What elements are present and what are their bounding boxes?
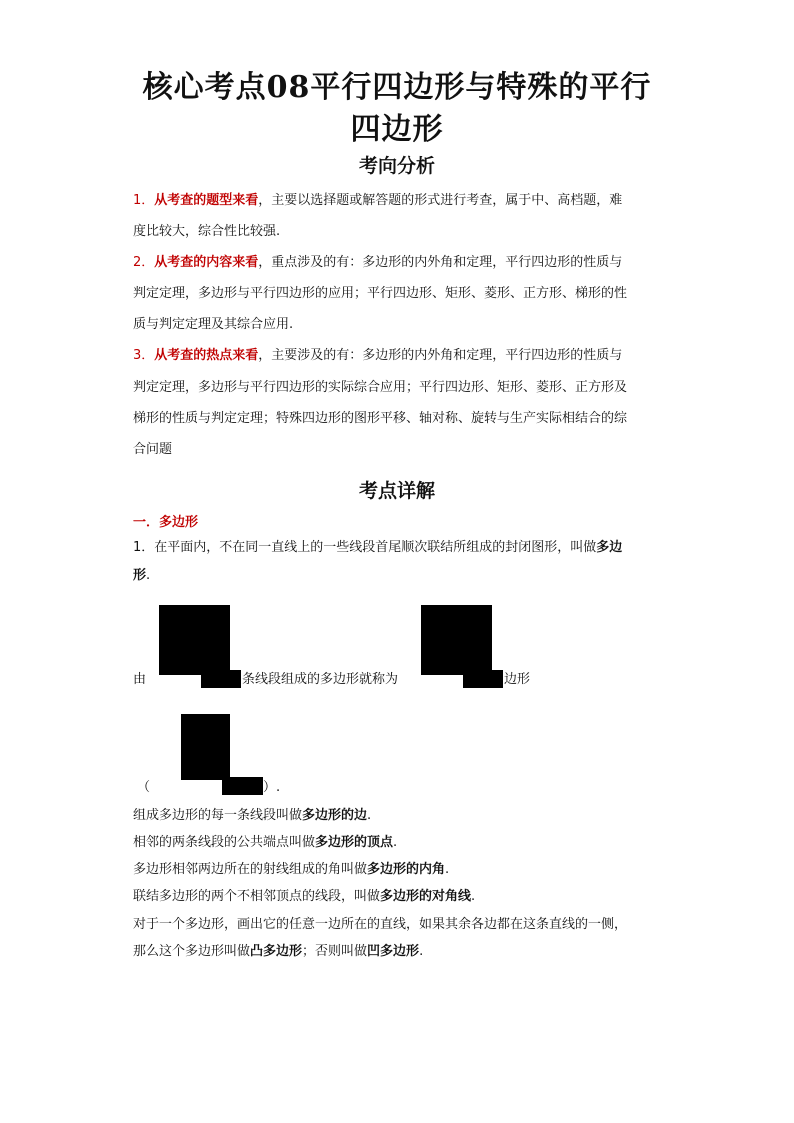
- redacted-formula-image-n: [159, 605, 230, 675]
- formula-row-left: 由: [133, 672, 147, 687]
- analysis-item-2-line-3: 质与判定定理及其综合应用.: [133, 317, 294, 332]
- redacted-formula-image-n-tail: [201, 670, 241, 688]
- item-number: 2．: [133, 255, 155, 270]
- convex-term: 凸多边形: [250, 944, 303, 959]
- analysis-item-2-line-1: [133, 255, 622, 271]
- formula-row-right: 边形: [504, 672, 531, 687]
- item-text: ，重点涉及的有：多边形的内外角和定理，平行四边形的性质与: [258, 255, 623, 270]
- item-number: 3．: [133, 348, 155, 363]
- analysis-item-3-line-2: 判定定理，多边形与平行四边形的实际综合应用；平行四边形、矩形、菱形、正方形及: [133, 380, 628, 395]
- polygon-definition-line-2: [133, 568, 150, 584]
- item-text: ，主要涉及的有：多边形的内外角和定理，平行四边形的性质与: [258, 348, 623, 363]
- paren-close: ）.: [263, 780, 281, 795]
- term-end: .: [445, 862, 450, 877]
- term-end: .: [367, 808, 372, 823]
- redacted-formula-image-notation: [181, 714, 230, 780]
- convex-text-end: .: [419, 944, 424, 959]
- formula-row-middle: 条线段组成的多边形就称为: [242, 672, 399, 687]
- term-keyword: 多边形的内角: [367, 862, 446, 877]
- polygon-subheading: 一．多边形: [133, 515, 199, 530]
- term-keyword: 多边形的顶点: [315, 835, 394, 850]
- term-text: 组成多边形的每一条线段叫做: [133, 808, 303, 823]
- definition-term: 形: [133, 568, 147, 583]
- term-keyword: 多边形的边: [302, 808, 368, 823]
- redacted-formula-image-notation-tail: [222, 777, 263, 795]
- definition-end: .: [146, 568, 151, 583]
- term-end: .: [393, 835, 398, 850]
- item-number: 1．: [133, 193, 155, 208]
- redacted-formula-image-n-gon-tail: [463, 670, 503, 688]
- item-highlight: 从考查的题型来看: [154, 193, 259, 208]
- term-interior-angle: [133, 862, 449, 878]
- analysis-item-3-line-4: 合问题: [133, 442, 173, 457]
- details-heading: 考点详解: [358, 480, 435, 502]
- convex-definition-line-2: [133, 944, 423, 960]
- analysis-item-1-line-1: [133, 193, 622, 209]
- item-highlight: 从考查的内容来看: [154, 255, 259, 270]
- page-title-line-2: 四边形: [350, 112, 444, 147]
- redacted-formula-image-n-gon: [421, 605, 492, 675]
- analysis-item-1-line-2: 度比较大，综合性比较强.: [133, 224, 281, 239]
- convex-text: 那么这个多边形叫做: [133, 944, 251, 959]
- convex-text-mid: ；否则叫做: [302, 944, 368, 959]
- concave-term: 凹多边形: [367, 944, 420, 959]
- term-diagonal: [133, 889, 475, 905]
- term-vertex: [133, 835, 397, 851]
- analysis-item-3-line-1: [133, 348, 622, 364]
- definition-term: 多边: [596, 540, 623, 555]
- item-highlight: 从考查的热点来看: [154, 348, 259, 363]
- term-text: 联结多边形的两个不相邻顶点的线段，叫做: [133, 889, 381, 904]
- definition-text: 1．在平面内，不在同一直线上的一些线段首尾顺次联结所组成的封闭图形，叫做: [133, 540, 597, 555]
- term-keyword: 多边形的对角线: [380, 889, 472, 904]
- polygon-definition-line-1: [133, 540, 622, 556]
- term-text: 相邻的两条线段的公共端点叫做: [133, 835, 316, 850]
- term-text: 多边形相邻两边所在的射线组成的角叫做: [133, 862, 368, 877]
- paren-open: （: [137, 780, 151, 795]
- term-end: .: [471, 889, 476, 904]
- page-title-line-1: 核心考点08平行四边形与特殊的平行: [142, 70, 652, 105]
- analysis-item-3-line-3: 梯形的性质与判定定理；特殊四边形的图形平移、轴对称、旋转与生产实际相结合的综: [133, 411, 628, 426]
- term-edge: [133, 808, 371, 824]
- analysis-heading: 考向分析: [358, 155, 435, 177]
- convex-definition-line-1: 对于一个多边形，画出它的任意一边所在的直线，如果其余各边都在这条直线的一侧，: [133, 917, 628, 932]
- analysis-item-2-line-2: 判定定理，多边形与平行四边形的应用；平行四边形、矩形、菱形、正方形、梯形的性: [133, 286, 628, 301]
- item-text: ，主要以选择题或解答题的形式进行考查，属于中、高档题，难: [258, 193, 623, 208]
